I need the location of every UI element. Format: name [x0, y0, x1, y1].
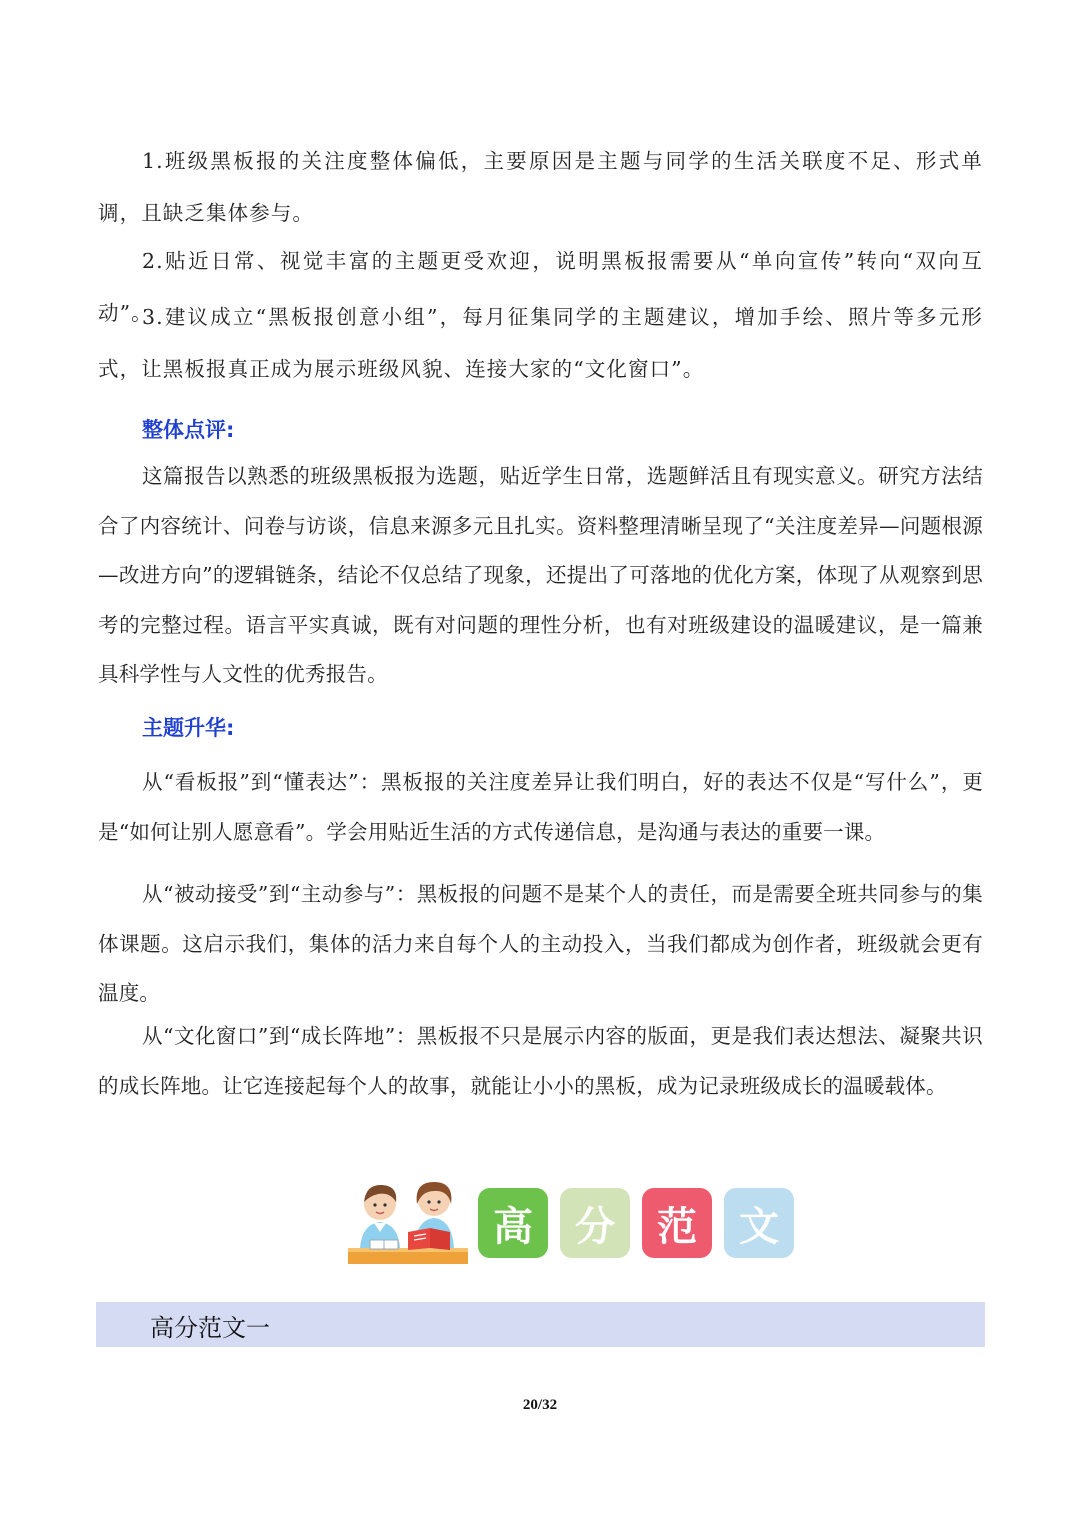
overall-review-text: 这篇报告以熟悉的班级黑板报为选题，贴近学生日常，选题鲜活且有现实意义。研究方法结合了内容统计、问卷与访谈，信息来源多元且扎实。资料整理清晰呈现了“关注度差异—问题根源—改进方向”的逻辑链条，结论不仅总结了现象，还提出了可落地的优化方案，体现了从观察到思考的完整过程。语言平实真诚，既有对问题的理性分析，也有对班级建设的温暖建议，是一篇兼具科学性与人文性的优秀报告。 — [98, 464, 983, 686]
conclusion-3: 3.建议成立“黑板报创意小组”，每月征集同学的主题建议，增加手绘、照片等多元形式，让黑板报真正成为展示班级风貌、连接大家的“文化窗口”。 — [98, 305, 983, 381]
tile-gao-char: 高 — [493, 1203, 533, 1250]
students-reading-illustration — [348, 1174, 473, 1266]
theme-paragraph-3: 从“文化窗口”到“成长阵地”：黑板报不只是展示内容的版面，更是我们表达想法、凝聚共识的成长阵地。让它连接起每个人的故事，就能让小小的黑板，成为记录班级成长的温暖载体。 — [98, 1024, 983, 1098]
tile-fan — [642, 1188, 712, 1258]
theme-paragraph-1: 从“看板报”到“懂表达”：黑板报的关注度差异让我们明白，好的表达不仅是“写什么”，更是“如何让别人愿意看”。学会用贴近生活的方式传递信息，是沟通与表达的重要一课。 — [98, 770, 983, 844]
high-score-tiles — [478, 1188, 794, 1258]
tile-gao — [478, 1188, 548, 1258]
section-bar — [96, 1302, 985, 1347]
theme-paragraph-2: 从“被动接受”到“主动参与”：黑板报的问题不是某个人的责任，而是需要全班共同参与的集体课题。这启示我们，集体的活力来自每个人的主动投入，当我们都成为创作者，班级就会更有温度。 — [98, 882, 983, 1005]
page-number: 20/32 — [522, 1397, 558, 1413]
high-score-banner — [348, 1174, 793, 1266]
tile-fan-char: 范 — [657, 1203, 697, 1250]
tile-fen — [560, 1188, 630, 1258]
conclusion-1: 1.班级黑板报的关注度整体偏低，主要原因是主题与同学的生活关联度不足、形式单调，且缺乏集体参与。 — [98, 149, 983, 225]
theme-elevation-heading: 主题升华: — [142, 716, 235, 740]
section-title: 高分范文一 — [150, 1314, 270, 1342]
tile-wen — [724, 1188, 794, 1258]
tile-wen-char: 文 — [739, 1203, 779, 1250]
conclusion-2: 2.贴近日常、视觉丰富的主题更受欢迎，说明黑板报需要从“单向宣传”转向“双向互动”。 — [98, 249, 983, 325]
tile-fen-char: 分 — [575, 1203, 615, 1250]
overall-review-heading: 整体点评: — [142, 418, 235, 442]
